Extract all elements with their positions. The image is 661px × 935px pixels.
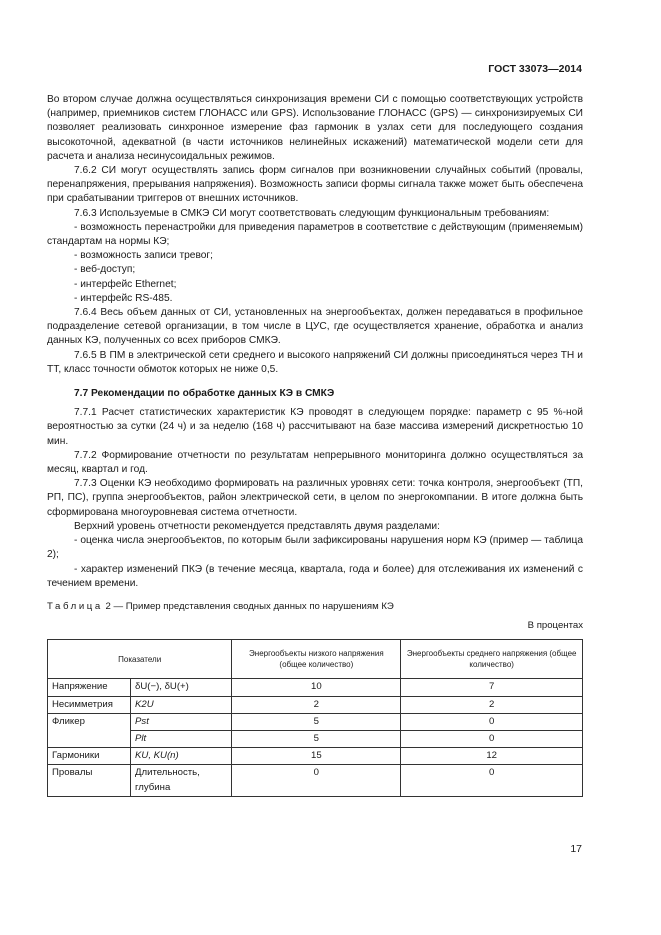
row-group: Гармоники (48, 748, 131, 765)
row-mid-value: 0 (401, 765, 583, 796)
row-mid-value: 7 (401, 679, 583, 696)
row-symbol (131, 730, 232, 747)
row-symbol (131, 748, 232, 765)
table-row (48, 765, 583, 796)
row-low-value: 5 (232, 730, 401, 747)
row-low-value: 2 (232, 696, 401, 713)
header-medium-voltage: Энергообъекты среднего напряжения (общее количество) (401, 640, 583, 679)
table-header-row (48, 640, 583, 679)
row-group: Провалы (48, 765, 131, 796)
table-row (48, 748, 583, 765)
paragraph: Верхний уровень отчетности рекомендуется представлять двумя разделами: (74, 520, 440, 532)
row-symbol-text: Plt (135, 732, 147, 744)
violations-table (47, 639, 583, 796)
list-item: - интерфейс RS-485. (74, 292, 173, 304)
row-symbol-text: Pst (135, 715, 149, 727)
row-symbol (131, 713, 232, 730)
row-low-value: 15 (232, 748, 401, 765)
row-low-value: 10 (232, 679, 401, 696)
table-row (48, 713, 583, 730)
table-row (48, 679, 583, 696)
row-low-value: 0 (232, 765, 401, 796)
row-group: Несимметрия (48, 696, 131, 713)
row-mid-value: 2 (401, 696, 583, 713)
header-indicators: Показатели (48, 640, 232, 679)
paragraph-7-6-5: 7.6.5 В ПМ в электрической сети среднего и высокого напряжений СИ должны присоединяться через ТН и ТТ, класс точности обмоток которых не ниже 0,5. (47, 349, 583, 375)
paragraph-7-7-1: 7.7.1 Расчет статистических характеристик КЭ проводят в следующем порядке: параметр с 95 %-ной вероятностью за сутки (24 ч) и за неделю (168 ч) рассчитывают на базе массива измерений дискретностью 10 мин. (47, 407, 583, 447)
list-item: - интерфейс Ethernet; (74, 278, 177, 290)
table-caption (47, 600, 583, 614)
list-item: - характер изменений ПКЭ (в течение месяца, квартала, года и более) для отслеживания их изменений с течением времени. (47, 563, 583, 589)
document-code-header: ГОСТ 33073—2014 (488, 63, 582, 75)
list-item: - возможность записи тревог; (74, 250, 213, 262)
row-mid-value: 0 (401, 713, 583, 730)
paragraph-7-7-3: 7.7.3 Оценки КЭ необходимо формировать на различных уровнях сети: точка контроля, энергообъект (ТП, РП, ПС), группа энергообъектов, район электрической сети, в целом по энергокомпании. В итоге должна быть сформирована многоуровневая система отчетности. (47, 478, 583, 518)
paragraph-7-6-3: 7.6.3 Используемые в СМКЭ СИ могут соответствовать следующим функциональным требованиям: (74, 207, 550, 219)
table-caption-number: 2 (105, 600, 111, 612)
table-caption-text: — Пример представления сводных данных по нарушениям КЭ (113, 600, 394, 612)
paragraph: Во втором случае должна осуществляться синхронизация времени СИ с помощью соответствующих устройств (например, приемников систем ГЛОНАСС или GPS). Использование ГЛОНАСС (GPS) — синхронизируемых СИ позволяет реализовать синхронное измерение фаз гармоник в узлах сети для последующего создания высокоточной, адекватной (в части источников нелинейных искажений) математической модели сети для расчета и анализа несинусоидальных режимов. (47, 94, 583, 162)
row-symbol: Длительность, глубина (131, 765, 232, 796)
row-symbol-text: KU, KU(n) (135, 750, 179, 762)
row-mid-value: 0 (401, 730, 583, 747)
paragraph-7-7-2: 7.7.2 Формирование отчетности по результатам непрерывного мониторинга должно осуществляться за месяц, квартал и год. (47, 449, 583, 476)
list-item: - возможность перенастройки для приведения параметров в соответствие с действующим (применяемым) стандартам на нормы КЭ; (47, 221, 583, 248)
row-group: Фликер (48, 713, 131, 747)
header-low-voltage: Энергообъекты низкого напряжения (общее количество) (232, 640, 401, 679)
paragraph-7-6-4: 7.6.4 Весь объем данных от СИ, установленных на энергообъектах, должен передаваться в профильное подразделение сетевой организации, в том числе в ЦУС, где осуществляется хранение, обработка и анализ данных КЭ, полученных со всех приборов СМКЭ. (47, 307, 583, 347)
row-mid-value: 12 (401, 748, 583, 765)
page-number: 17 (570, 843, 582, 855)
row-group: Напряжение (48, 679, 131, 696)
paragraph-7-6-2: 7.6.2 СИ могут осуществлять запись форм сигналов при возникновении случайных событий (провалы, перенапряжения, прерывания напряжения). Возможность записи формы сигнала также может быть обеспечена при срабатывании триггеров от внешних источников. (47, 165, 583, 205)
row-low-value: 5 (232, 713, 401, 730)
list-item: - веб-доступ; (74, 264, 136, 276)
row-symbol-text: δU(−), δU(+) (135, 681, 189, 693)
table-caption-label: Таблица (47, 600, 103, 612)
body-text (47, 93, 583, 797)
table-unit: В процентах (527, 620, 583, 632)
row-symbol (131, 679, 232, 696)
section-title: 7.7 Рекомендации по обработке данных КЭ в СМКЭ (74, 388, 335, 400)
row-symbol (131, 696, 232, 713)
table-row (48, 696, 583, 713)
list-item: - оценка числа энергообъектов, по которым были зафиксированы нарушения норм КЭ (пример — таблица 2); (47, 535, 583, 561)
row-symbol-text: K2U (135, 698, 154, 710)
